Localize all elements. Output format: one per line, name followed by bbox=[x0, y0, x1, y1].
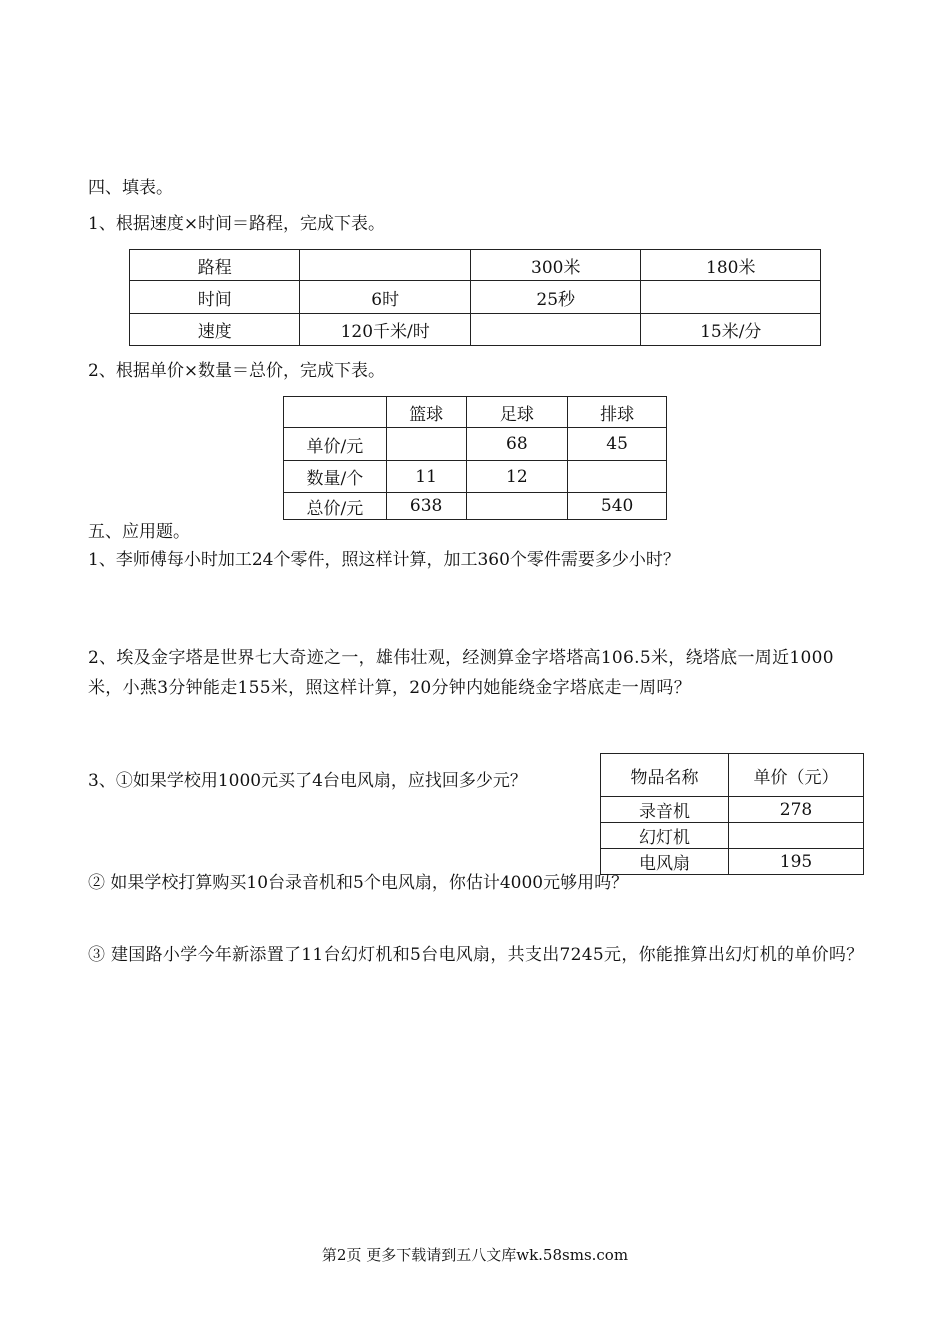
table-cell: 25秒 bbox=[470, 281, 641, 314]
table-cell bbox=[386, 428, 466, 461]
section5-title: 五、应用题。 bbox=[88, 522, 190, 542]
table-cell: 180米 bbox=[641, 250, 821, 281]
table-cell: 540 bbox=[568, 493, 667, 520]
table-cell bbox=[470, 314, 641, 346]
table-cell: 120千米/时 bbox=[300, 314, 471, 346]
table-cell: 195 bbox=[729, 849, 864, 875]
page-footer: 第2页 更多下载请到五八文库wk.58sms.com bbox=[321, 1246, 629, 1264]
table-cell: 幻灯机 bbox=[601, 823, 729, 849]
table-cell: 足球 bbox=[466, 397, 568, 428]
q2-intro: 2、根据单价×数量＝总价，完成下表。 bbox=[88, 361, 386, 381]
problem-3-part-2: ② 如果学校打算购买10台录音机和5个电风扇，你估计4000元够用吗？ bbox=[88, 873, 629, 893]
table-cell bbox=[300, 250, 471, 281]
table-cell: 速度 bbox=[130, 314, 300, 346]
speed-table bbox=[129, 249, 821, 346]
q1-intro: 1、根据速度×时间＝路程，完成下表。 bbox=[88, 214, 386, 234]
table-cell: 篮球 bbox=[386, 397, 466, 428]
price-quantity-table bbox=[283, 396, 667, 520]
table-cell: 录音机 bbox=[601, 797, 729, 823]
table-cell: 278 bbox=[729, 797, 864, 823]
table-cell: 638 bbox=[386, 493, 466, 520]
table-cell: 时间 bbox=[130, 281, 300, 314]
item-price-table bbox=[600, 753, 864, 875]
problem-3-part-3: ③ 建国路小学今年新添置了11台幻灯机和5台电风扇，共支出7245元，你能推算出幻灯机的单价吗？ bbox=[88, 945, 864, 965]
table-cell: 总价/元 bbox=[284, 493, 387, 520]
table-cell: 单价/元 bbox=[284, 428, 387, 461]
table-cell bbox=[568, 461, 667, 493]
table-cell: 11 bbox=[386, 461, 466, 493]
problem-3-part-1: 3、①如果学校用1000元买了4台电风扇，应找回多少元？ bbox=[88, 771, 527, 791]
table-cell bbox=[284, 397, 387, 428]
table-cell: 排球 bbox=[568, 397, 667, 428]
table-cell: 数量/个 bbox=[284, 461, 387, 493]
table-cell: 单价（元） bbox=[729, 754, 864, 797]
table-cell: 300米 bbox=[470, 250, 641, 281]
table-cell: 15米/分 bbox=[641, 314, 821, 346]
table-cell: 68 bbox=[466, 428, 568, 461]
problem-2: 2、埃及金字塔是世界七大奇迹之一，雄伟壮观，经测算金字塔塔高106.5米，绕塔底一周近1000米，小燕3分钟能走155米，照这样计算，20分钟内她能绕金字塔底走一周吗？ bbox=[88, 648, 834, 698]
problem-1: 1、李师傅每小时加工24个零件，照这样计算，加工360个零件需要多少小时？ bbox=[88, 550, 680, 570]
table-cell: 路程 bbox=[130, 250, 300, 281]
table-cell: 12 bbox=[466, 461, 568, 493]
table-cell bbox=[641, 281, 821, 314]
table-cell: 6时 bbox=[300, 281, 471, 314]
section4-title: 四、填表。 bbox=[88, 178, 173, 198]
table-cell: 45 bbox=[568, 428, 667, 461]
table-cell bbox=[466, 493, 568, 520]
table-cell bbox=[729, 823, 864, 849]
table-cell: 电风扇 bbox=[601, 849, 729, 875]
table-cell: 物品名称 bbox=[601, 754, 729, 797]
